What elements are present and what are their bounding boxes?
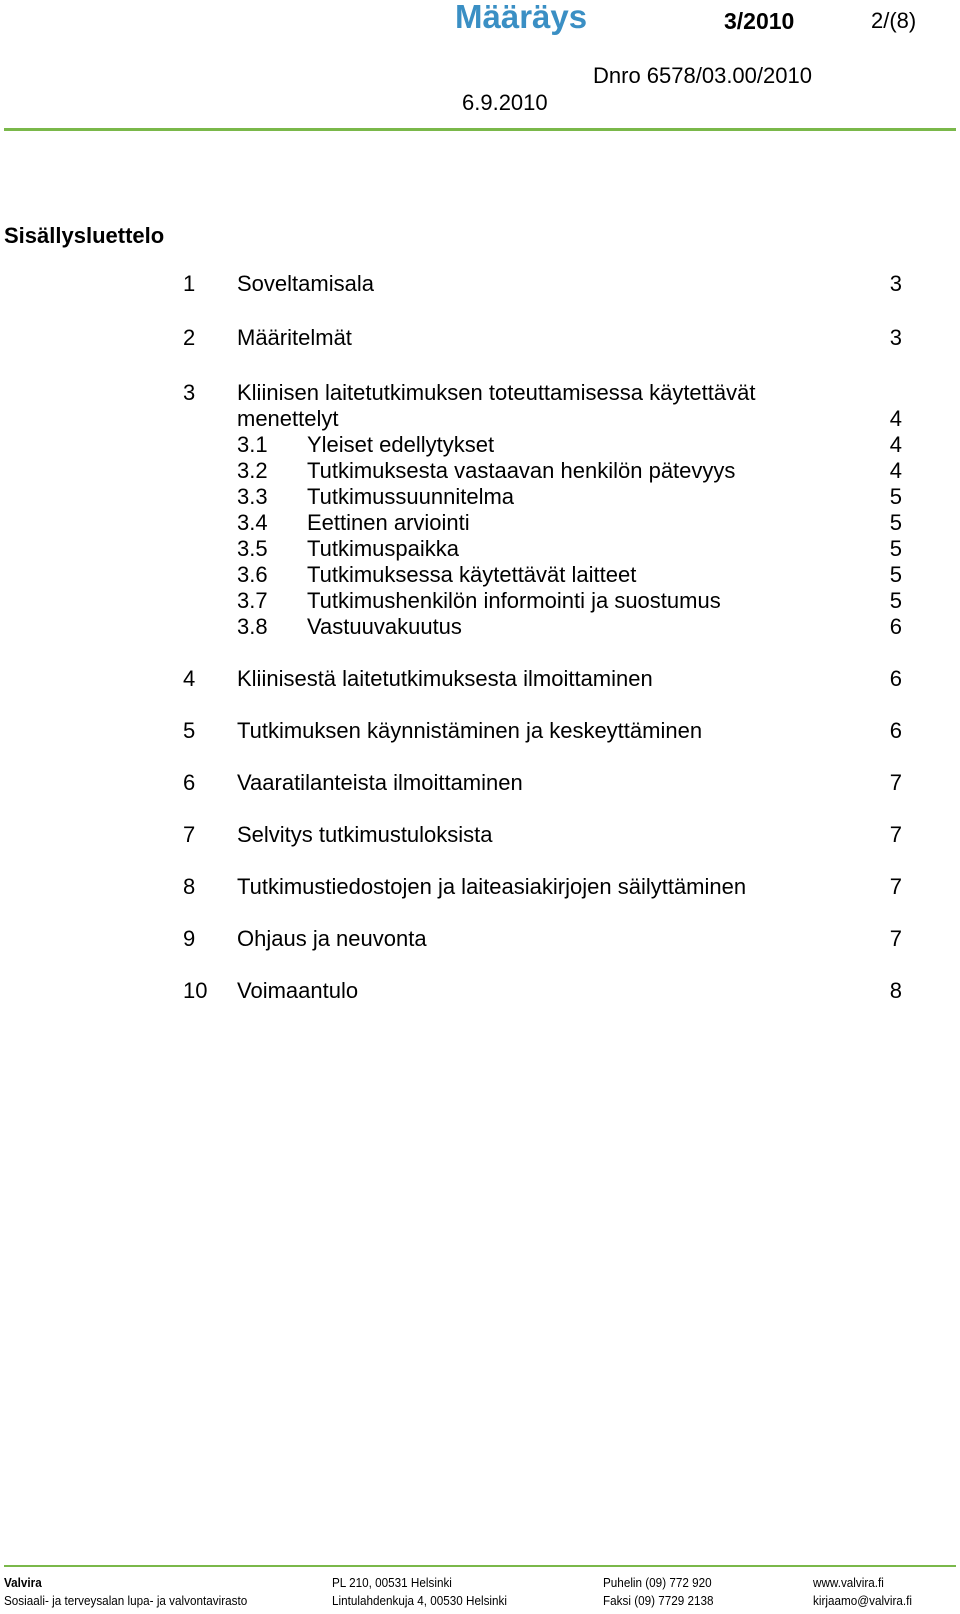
toc-entry-title-continued: menettelyt — [237, 406, 339, 431]
toc-entry-3-7 — [0, 588, 960, 614]
toc-entry-9 — [0, 926, 960, 952]
toc-entry-page: 5 — [889, 484, 902, 509]
toc-entry-page: 6 — [889, 718, 902, 743]
toc-entry-7 — [0, 822, 960, 848]
toc-entry-3 — [0, 380, 960, 406]
toc-entry-number: 3.5 — [237, 536, 268, 561]
toc-entry-3-1 — [0, 432, 960, 458]
toc-entry-page: 7 — [889, 874, 902, 899]
toc-entry-title: Selvitys tutkimustuloksista — [237, 822, 493, 847]
toc-entry-number: 4 — [183, 666, 196, 691]
footer-po-box: PL 210, 00531 Helsinki — [332, 1575, 452, 1590]
toc-entry-number: 1 — [183, 271, 196, 296]
toc-entry-title: Vastuuvakuutus — [307, 614, 462, 639]
toc-entry-page: 7 — [889, 822, 902, 847]
toc-entry-2 — [0, 325, 960, 351]
footer-divider — [4, 1565, 956, 1567]
toc-entry-title: Ohjaus ja neuvonta — [237, 926, 427, 951]
toc-entry-title: Kliinisestä laitetutkimuksesta ilmoittaminen — [237, 666, 653, 691]
toc-entry-page: 5 — [889, 588, 902, 613]
record-number: Dnro 6578/03.00/2010 — [593, 63, 812, 88]
footer-email: kirjaamo@valvira.fi — [813, 1593, 912, 1608]
footer-phone: Puhelin (09) 772 920 — [603, 1575, 712, 1590]
footer-org-name: Valvira — [4, 1575, 42, 1590]
document-type-title: Määräys — [455, 0, 588, 35]
toc-entry-title: Soveltamisala — [237, 271, 374, 296]
toc-entry-number: 3.7 — [237, 588, 268, 613]
footer-org-full-name: Sosiaali- ja terveysalan lupa- ja valvontavirasto — [4, 1593, 248, 1608]
footer-fax: Faksi (09) 7729 2138 — [603, 1593, 714, 1608]
toc-entry-page: 5 — [889, 562, 902, 587]
toc-entry-title: Yleiset edellytykset — [307, 432, 495, 457]
toc-entry-page: 7 — [889, 770, 902, 795]
toc-entry-page: 4 — [889, 458, 902, 483]
toc-entry-title: Tutkimustiedostojen ja laiteasiakirjojen säilyttäminen — [237, 874, 747, 899]
toc-entry-1 — [0, 271, 960, 297]
toc-entry-page: 4 — [889, 406, 902, 431]
toc-entry-number: 3.3 — [237, 484, 268, 509]
toc-entry-5 — [0, 718, 960, 744]
toc-entry-number: 3.6 — [237, 562, 268, 587]
toc-entry-title: Tutkimushenkilön informointi ja suostumus — [307, 588, 721, 613]
toc-entry-number: 3.4 — [237, 510, 268, 535]
toc-entry-number: 10 — [183, 978, 208, 1003]
toc-entry-title: Määritelmät — [237, 325, 352, 350]
toc-entry-4 — [0, 666, 960, 692]
toc-entry-title: Tutkimuksesta vastaavan henkilön pätevyys — [307, 458, 736, 483]
toc-entry-page: 4 — [889, 432, 902, 457]
toc-entry-number: 7 — [183, 822, 196, 847]
toc-entry-title: Voimaantulo — [237, 978, 359, 1003]
page-number: 2/(8) — [871, 8, 917, 33]
toc-entry-page: 7 — [889, 926, 902, 951]
toc-entry-number: 3.2 — [237, 458, 268, 483]
toc-entry-title: Kliinisen laitetutkimuksen toteuttamisessa käytettävät — [237, 380, 756, 405]
toc-entry-number: 6 — [183, 770, 196, 795]
toc-entry-title: Tutkimuksessa käytettävät laitteet — [307, 562, 637, 587]
toc-entry-title: Eettinen arviointi — [307, 510, 470, 535]
toc-entry-10 — [0, 978, 960, 1004]
toc-entry-3-5 — [0, 536, 960, 562]
toc-entry-3-6 — [0, 562, 960, 588]
toc-entry-number: 2 — [183, 325, 196, 350]
toc-entry-title: Tutkimuksen käynnistäminen ja keskeyttäminen — [237, 718, 703, 743]
toc-heading: Sisällysluettelo — [4, 223, 165, 248]
toc-entry-page: 3 — [889, 271, 902, 296]
header-divider — [4, 128, 956, 131]
toc-entry-3-4 — [0, 510, 960, 536]
toc-entry-title: Vaaratilanteista ilmoittaminen — [237, 770, 523, 795]
toc-entry-page: 5 — [889, 510, 902, 535]
toc-entry-3-cont — [0, 406, 960, 432]
toc-entry-number: 3.1 — [237, 432, 268, 457]
toc-entry-page: 6 — [889, 666, 902, 691]
toc-entry-page: 8 — [889, 978, 902, 1003]
toc-entry-number: 3.8 — [237, 614, 268, 639]
toc-entry-number: 5 — [183, 718, 196, 743]
footer-street-address: Lintulahdenkuja 4, 00530 Helsinki — [332, 1593, 507, 1608]
toc-entry-number: 3 — [183, 380, 196, 405]
toc-entry-page: 3 — [889, 325, 902, 350]
toc-entry-3-8 — [0, 614, 960, 640]
regulation-number: 3/2010 — [724, 8, 795, 34]
toc-entry-6 — [0, 770, 960, 796]
toc-entry-page: 5 — [889, 536, 902, 561]
toc-entry-8 — [0, 874, 960, 900]
document-date: 6.9.2010 — [462, 90, 548, 115]
footer-website: www.valvira.fi — [813, 1575, 884, 1590]
toc-entry-title: Tutkimussuunnitelma — [307, 484, 515, 509]
toc-entry-3-3 — [0, 484, 960, 510]
toc-entry-title: Tutkimuspaikka — [307, 536, 460, 561]
toc-entry-number: 9 — [183, 926, 196, 951]
toc-entry-number: 8 — [183, 874, 196, 899]
toc-entry-3-2 — [0, 458, 960, 484]
toc-entry-page: 6 — [889, 614, 902, 639]
